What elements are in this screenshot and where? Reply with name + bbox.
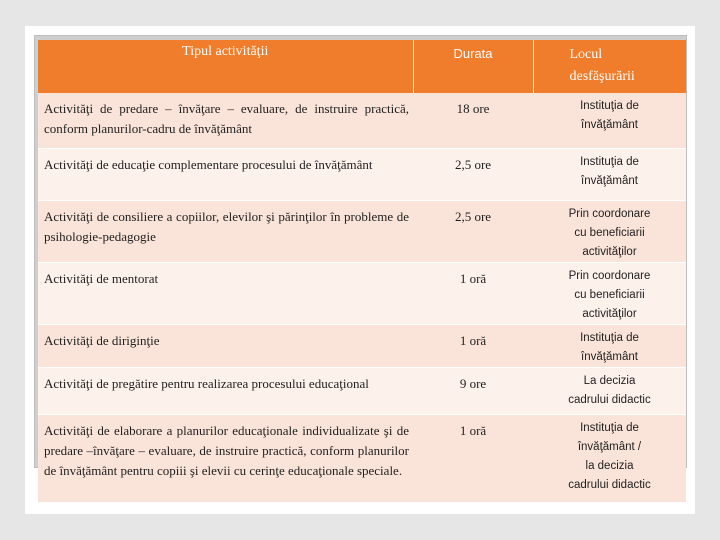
table-row [38, 93, 686, 148]
header-location [533, 40, 686, 93]
header-location-line1: Locul [569, 47, 603, 62]
location-line: Prin coordonare [568, 269, 651, 282]
activity-cell: Activităţi de mentorat [38, 262, 413, 324]
location-line: activităţilor [582, 307, 637, 320]
duration-cell: 18 ore [413, 93, 533, 148]
location-line: Instituţia de [580, 155, 639, 168]
header-location-line2: desfăşurării [569, 69, 635, 84]
location-line: cu beneficiarii [574, 288, 645, 301]
header-row [38, 40, 686, 93]
duration-cell: 1 oră [413, 324, 533, 367]
activity-cell: Activităţi de elaborare a planurilor educaţionale individualizate şi de predare –învăţare – evaluare, de instruire practică, conform planurilor de învăţământ pentru copiii şi elevii cu cerinţe educaţionale speciale. [38, 414, 413, 502]
activity-cell: Activităţi de predare – învăţare – evaluare, de instruire practică, conform planurilor-cadru de învăţământ [38, 93, 413, 148]
location-line: Instituţia de [580, 331, 639, 344]
location-line: cadrului didactic [568, 393, 651, 406]
table-row [38, 148, 686, 200]
activity-cell: Activităţi de educaţie complementare procesului de învăţământ [38, 148, 413, 200]
location-line: la decizia [585, 459, 634, 472]
duration-cell: 2,5 ore [413, 200, 533, 262]
location-line: învăţământ [581, 350, 638, 363]
duration-cell: 1 oră [413, 262, 533, 324]
location-cell [533, 93, 686, 148]
activity-cell: Activităţi de consiliere a copiilor, elevilor şi părinţilor în probleme de psihologie-pedagogie [38, 200, 413, 262]
table-row [38, 324, 686, 367]
activity-cell: Activităţi de pregătire pentru realizarea procesului educaţional [38, 367, 413, 414]
location-line: Instituţia de [580, 421, 639, 434]
activity-cell: Activităţi de diriginţie [38, 324, 413, 367]
location-line: Instituţia de [580, 100, 639, 112]
table-row [38, 414, 686, 502]
location-cell [533, 262, 686, 324]
location-line: învăţământ [581, 119, 638, 131]
location-line: Prin coordonare [568, 207, 651, 220]
location-line: învăţământ [581, 174, 638, 187]
location-cell [533, 414, 686, 502]
table-row [38, 367, 686, 414]
duration-cell: 9 ore [413, 367, 533, 414]
header-activity-type: Tipul activităţii [38, 40, 413, 93]
table-row [38, 200, 686, 262]
location-line: activităţilor [582, 245, 637, 258]
duration-cell: 1 oră [413, 414, 533, 502]
location-line: La decizia [583, 374, 636, 387]
location-line: cu beneficiarii [574, 226, 645, 239]
table-row [38, 262, 686, 324]
header-duration: Durata [413, 40, 533, 93]
activities-table [38, 40, 686, 503]
location-cell [533, 200, 686, 262]
location-line: cadrului didactic [568, 478, 651, 491]
location-cell [533, 367, 686, 414]
location-cell [533, 324, 686, 367]
location-line: învăţământ / [577, 440, 642, 453]
duration-cell: 2,5 ore [413, 148, 533, 200]
location-cell [533, 148, 686, 200]
